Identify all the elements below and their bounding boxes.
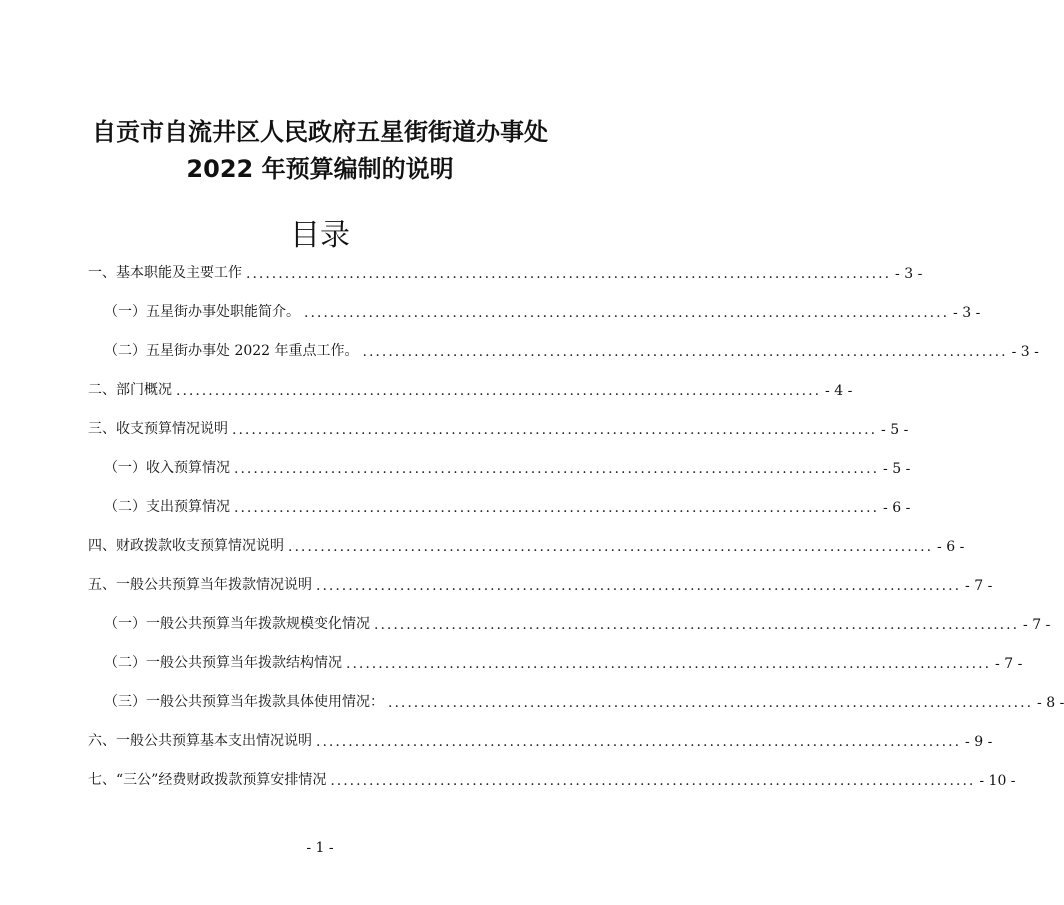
toc-entry-page: - 5 - xyxy=(883,461,911,477)
toc-entry-page: - 8 - xyxy=(1037,695,1064,711)
toc-entry-page: - 6 - xyxy=(883,500,911,516)
toc-entry-3-1[interactable] xyxy=(104,455,911,477)
toc-leader-dots: .................................................................................................... xyxy=(304,305,950,321)
toc-leader-dots: .................................................................................................... xyxy=(234,500,880,516)
toc-entry-page: - 7 - xyxy=(1023,617,1051,633)
toc-entry-3[interactable] xyxy=(88,416,909,438)
toc-entry-3-2[interactable] xyxy=(104,494,911,516)
toc-entry-label: 二、部门概况 xyxy=(88,382,172,398)
toc-leader-dots: .................................................................................................... xyxy=(316,578,962,594)
toc-entry-label: （一）收入预算情况 xyxy=(104,460,230,476)
toc-entry-label: 五、一般公共预算当年拨款情况说明 xyxy=(88,577,312,593)
toc-entry-page: - 3 - xyxy=(1011,344,1039,360)
toc-entry-page: - 5 - xyxy=(881,422,909,438)
toc-entry-1-2[interactable] xyxy=(104,338,1039,360)
toc-entry-1-1[interactable] xyxy=(104,299,981,321)
toc-leader-dots: .................................................................................................... xyxy=(234,461,880,477)
toc-entry-5[interactable] xyxy=(88,572,993,594)
toc-leader-dots: .................................................................................................... xyxy=(388,695,1034,711)
toc-entry-page: - 9 - xyxy=(965,734,993,750)
document-title-line-1: 自贡市自流井区人民政府五星街街道办事处 xyxy=(92,118,548,146)
toc-leader-dots: .................................................................................................... xyxy=(362,344,1008,360)
toc-leader-dots: .................................................................................................... xyxy=(232,422,878,438)
page-number: - 1 - xyxy=(306,840,334,856)
toc-entry-1[interactable] xyxy=(88,260,923,282)
toc-entry-5-3[interactable] xyxy=(104,689,1064,711)
toc-entry-label: （三）一般公共预算当年拨款具体使用情况： xyxy=(104,694,384,710)
toc-entry-label: 六、一般公共预算基本支出情况说明 xyxy=(88,733,312,749)
toc-heading: 目录 xyxy=(290,218,350,253)
toc-leader-dots: .................................................................................................... xyxy=(288,539,934,555)
toc-entry-label: （二）支出预算情况 xyxy=(104,499,230,515)
toc-entry-2[interactable] xyxy=(88,377,853,399)
toc-leader-dots: .................................................................................................... xyxy=(374,617,1020,633)
toc-entry-label: 三、收支预算情况说明 xyxy=(88,421,228,437)
toc-entry-page: - 7 - xyxy=(965,578,993,594)
toc-leader-dots: .................................................................................................... xyxy=(316,734,962,750)
toc-entry-7[interactable] xyxy=(88,767,1016,789)
toc-entry-page: - 6 - xyxy=(937,539,965,555)
toc-leader-dots: .................................................................................................... xyxy=(246,266,892,282)
toc-entry-page: - 10 - xyxy=(979,773,1016,789)
toc-entry-label: （二）一般公共预算当年拨款结构情况 xyxy=(104,655,342,671)
toc-entry-4[interactable] xyxy=(88,533,965,555)
document-title-line-2: 2022 年预算编制的说明 xyxy=(186,155,454,183)
toc-leader-dots: .................................................................................................... xyxy=(330,773,976,789)
toc-entry-page: - 3 - xyxy=(895,266,923,282)
toc-entry-page: - 7 - xyxy=(995,656,1023,672)
toc-entry-label: （一）一般公共预算当年拨款规模变化情况 xyxy=(104,616,370,632)
toc-entry-6[interactable] xyxy=(88,728,993,750)
toc-entry-page: - 4 - xyxy=(825,383,853,399)
toc-entry-label: 四、财政拨款收支预算情况说明 xyxy=(88,538,284,554)
toc-entry-label: （二）五星街办事处 2022 年重点工作。 xyxy=(104,343,359,359)
toc-entry-5-1[interactable] xyxy=(104,611,1051,633)
toc-entry-label: （一）五星街办事处职能简介。 xyxy=(104,304,300,320)
toc-entry-label: 一、基本职能及主要工作 xyxy=(88,265,242,281)
toc-entry-label: 七、“三公”经费财政拨款预算安排情况 xyxy=(88,772,327,788)
toc-entry-page: - 3 - xyxy=(953,305,981,321)
toc-leader-dots: .................................................................................................... xyxy=(346,656,992,672)
toc-leader-dots: .................................................................................................... xyxy=(176,383,822,399)
toc-entry-5-2[interactable] xyxy=(104,650,1023,672)
